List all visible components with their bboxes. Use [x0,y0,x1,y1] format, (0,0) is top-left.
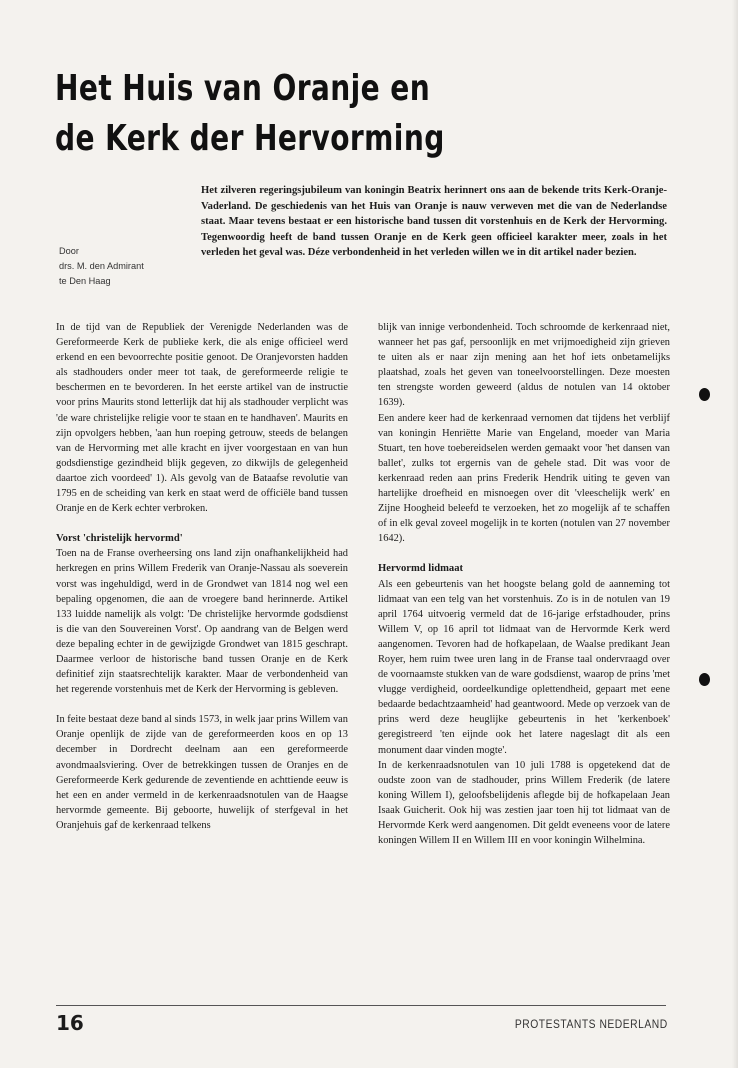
article-lead: Het zilveren regeringsjubileum van koningin Beatrix herinnert ons aan de bekende trits Kerk-Oranje-Vaderland. De geschiedenis van het Huis van Oranje is nauw verweven met die van de Nederlandse staat. Maar tevens bestaat er een historische band tussen dit vorstenhuis en de Kerk der Hervorming. Tegenwoordig heeft de band tussen Oranje en de Kerk geen officieel karakter meer, zoals in het verleden het geval was. Déze verbondenheid in het verleden willen we in dit artikel nader bezien. [201,185,667,259]
right-paragraph-1: blijk van innige verbondenheid. Toch schroomde de kerkenraad niet, wanneer het pas gaf, persoonlijk en met vrijmoedigheid zijn grieven te uiten als er naar zijn mening aan het hof iets onbetamelijks plaatshad, zoals het geven van toneelvoorstellingen. Deze moesten ten strengste worden geweerd (aldus de notulen van 14 oktober 1639). [378,322,670,409]
left-paragraph-2: Toen na de Franse overheersing ons land zijn onafhankelijkheid had herkregen en prins Willem Frederik van Oranje-Nassau als soeverein vorst was ingehuldigd, werd in de Grondwet van 1814 nog wel een bepaling opgenomen, die aan de vroegere band herinnerde. Artikel 133 luidde namelijk als volgt: 'De christelijke hervormde godsdienst is die van den Souvereinen Vorst'. Op aandrang van de Belgen werd deze bepaling echter in de gewijzigde Grondwet van 1815 geschrapt. Daarmee verloor de historische band tussen Oranje en de Kerk definitief zijn staatsrechtelijk karakter. Maar de verbondenheid van het regerende vorstenhuis met de Kerk der Hervorming is gebleven. [56,548,348,696]
byline-author: drs. M. den Admirant [59,261,144,272]
margin-bullet-lower [699,673,710,686]
byline-by: Door [59,246,79,256]
page-edge-shadow [732,0,738,1068]
title-line-2: de Kerk der Hervorming [55,118,445,159]
section-heading-vorst: Vorst 'christelijk hervormd' [56,533,183,545]
author-byline [59,244,199,290]
right-column [378,320,670,848]
left-paragraph-3: In feite bestaat deze band al sinds 1573, in welk jaar prins Willem van Oranje openlijk de zijde van de gereformeerden koos en op 13 december in Dordrecht deelnam aan een gereformeerde avondmaalsviering. Over de betrekkingen tussen de Oranjes en de Gereformeerde Kerk gedurende de zeventiende en achttiende eeuw is het een en ander vermeld in de kerkenraadsnotulen van de Haagse hervormde gemeente. Bij geboorte, huwelijk of sterfgeval in het Oranjehuis gaf de kerkenraad telkens [56,714,348,831]
publication-name: PROTESTANTS NEDERLAND [515,1017,668,1031]
page-number: 16 [56,1011,84,1035]
left-column [56,320,348,833]
margin-bullet-upper [699,388,710,401]
section-heading-lidmaat: Hervormd lidmaat [378,563,464,575]
right-paragraph-3: Als een gebeurtenis van het hoogste belang gold de aanneming tot lidmaat van een telg van het vorstenhuis. Zo is in de notulen van 19 april 1764 uitvoerig vermeld dat de 16-jarige erfstadhouder, prins Willem V, op 16 april tot lidmaat van de Hervormde Kerk werd aangenomen. Tevoren had de hofkapelaan, de Waalse predikant Jean Royer, hem ruim twee uren lang in de Franse taal ondervraagd over de voornaamste stukken van de ware godsdienst, waarop de prins 'met vlugge verdigheid, oordeelkundige oplettendheid, gepaart met eene bedaarde bedachtzaamheid' had geantwoord. Mede op verzoek van de prins werd deze heuglijke gebeurtenis in het 'kerkenboek' geregistreerd 'ten eijnde ook het latere nageslagt dit als een monument daar vinden mogte'. [378,578,670,756]
right-paragraph-4: In de kerkenraadsnotulen van 10 juli 1788 is opgetekend dat de oudste zoon van de stadhouder, prins Willem Frederik (de latere koning Willem I), geloofsbelijdenis aflegde bij de hofkapelaan Jean Isaak Guicherit. Ook hij was zestien jaar toen hij tot lidmaat van de Hervormde Kerk werd aangenomen. Dit geldt eveneens voor de latere koningen Willem II en Willem III en voor koningin Wilhelmina. [378,759,670,847]
title-line-1: Het Huis van Oranje en [55,68,431,109]
right-paragraph-2: Een andere keer had de kerkenraad vernomen dat tijdens het verblijf van koningin Henriëtte Marie van Engeland, moeder van Maria Stuart, ten hove toebereidselen werden gemaakt voor 'het dansen van ballet', zulks tot ergernis van de gehele stad. Dit was voor de kerkenraad reden aan prins Frederik Hendrik uiting te geven van hartelijke droefheid en misnoegen over dit 'vleeschelijk werk' en Zijne Hoogheid beleefd te verzoeken, het zo mogelijk af te schaffen of in elk geval zoveel mogelijk in te korten (notulen van 27 november 1642). [378,412,670,545]
footer-rule [56,1005,666,1006]
article-title [55,64,554,164]
left-paragraph-1: In de tijd van de Republiek der Verenigde Nederlanden was de Gereformeerde Kerk de publieke kerk, die als enige officieel werd erkend en een bevoorrechte positie genoot. De Oranjevorsten hadden als stadhouders onder meer tot taak, de gereformeerde religie te beschermen en te bevorderen. In het eerste artikel van de instructie voor prins Maurits stond letterlijk dat hij als stadhouder verplicht was 'de ware christelijke religie voor te staan en te handhaven'. Maurits en zijn opvolgers hebben, 'aan hun roeping getrouw, steeds de belangen van de Hervorming met alle kracht en ijver voorgestaan en van hun godsdienstige gezindheid blijk gegeven, zo dikwijls de gelegenheid daartoe zich voordeed' 1). Als gevolg van de Bataafse revolutie van 1795 en de scheiding van kerk en staat werd de officiële band tussen Oranje en de Kerk echter verbroken. [56,322,348,515]
byline-location: te Den Haag [59,276,111,287]
